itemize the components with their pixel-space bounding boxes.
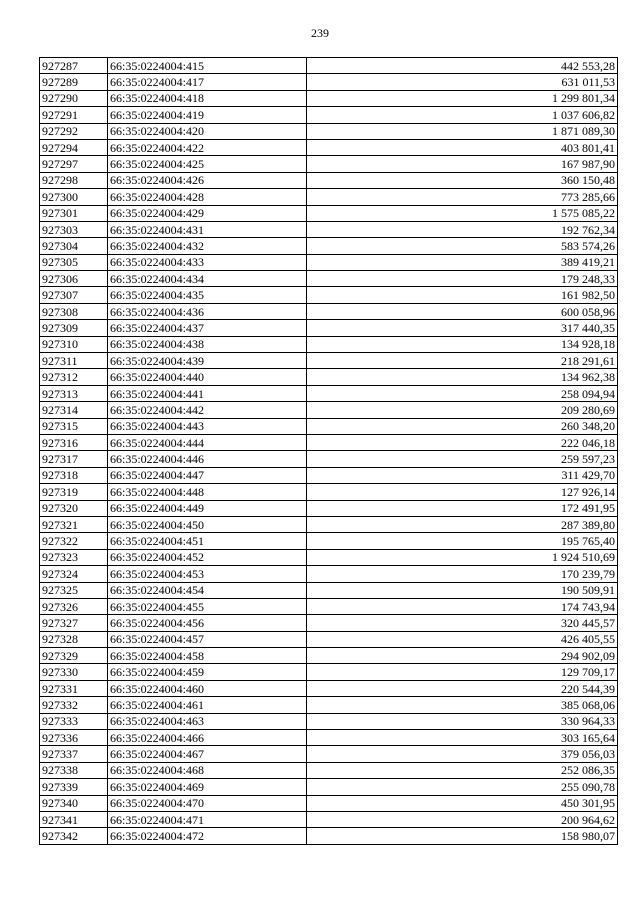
table-row bbox=[40, 680, 618, 696]
cadastral-number-cell: 66:35:0224004:460 bbox=[108, 680, 307, 696]
table-row bbox=[40, 303, 618, 319]
table-row bbox=[40, 434, 618, 450]
cadastral-number-cell: 66:35:0224004:428 bbox=[108, 189, 307, 205]
cadastral-number-cell: 66:35:0224004:432 bbox=[108, 238, 307, 254]
record-number-cell: 927289 bbox=[40, 74, 108, 90]
cadastral-number-cell: 66:35:0224004:429 bbox=[108, 205, 307, 221]
record-number-cell: 927292 bbox=[40, 123, 108, 139]
cadastral-number-cell: 66:35:0224004:454 bbox=[108, 582, 307, 598]
cadastral-number-cell: 66:35:0224004:471 bbox=[108, 811, 307, 827]
cadastral-number-cell: 66:35:0224004:461 bbox=[108, 697, 307, 713]
cadastral-number-cell: 66:35:0224004:459 bbox=[108, 664, 307, 680]
cadastral-value-table bbox=[39, 57, 618, 845]
record-number-cell: 927291 bbox=[40, 107, 108, 123]
record-number-cell: 927309 bbox=[40, 320, 108, 336]
cadastral-number-cell: 66:35:0224004:420 bbox=[108, 123, 307, 139]
cadastral-number-cell: 66:35:0224004:425 bbox=[108, 156, 307, 172]
cadastral-value-cell: 127 926,14 bbox=[307, 484, 618, 500]
table-row bbox=[40, 205, 618, 221]
cadastral-number-cell: 66:35:0224004:451 bbox=[108, 533, 307, 549]
cadastral-value-cell: 426 405,55 bbox=[307, 631, 618, 647]
cadastral-value-cell: 600 058,96 bbox=[307, 303, 618, 319]
cadastral-value-cell: 1 575 085,22 bbox=[307, 205, 618, 221]
cadastral-value-cell: 222 046,18 bbox=[307, 434, 618, 450]
cadastral-number-cell: 66:35:0224004:426 bbox=[108, 172, 307, 188]
cadastral-number-cell: 66:35:0224004:415 bbox=[108, 58, 307, 74]
cadastral-value-cell: 1 924 510,69 bbox=[307, 549, 618, 565]
table-row bbox=[40, 484, 618, 500]
table-row bbox=[40, 648, 618, 664]
table-row bbox=[40, 467, 618, 483]
record-number-cell: 927331 bbox=[40, 680, 108, 696]
record-number-cell: 927308 bbox=[40, 303, 108, 319]
record-number-cell: 927338 bbox=[40, 762, 108, 778]
table-row bbox=[40, 156, 618, 172]
cadastral-value-cell: 583 574,26 bbox=[307, 238, 618, 254]
record-number-cell: 927304 bbox=[40, 238, 108, 254]
cadastral-value-cell: 1 037 606,82 bbox=[307, 107, 618, 123]
record-number-cell: 927318 bbox=[40, 467, 108, 483]
table-row bbox=[40, 107, 618, 123]
table-row bbox=[40, 254, 618, 270]
cadastral-number-cell: 66:35:0224004:417 bbox=[108, 74, 307, 90]
record-number-cell: 927287 bbox=[40, 58, 108, 74]
cadastral-value-cell: 303 165,64 bbox=[307, 730, 618, 746]
record-number-cell: 927297 bbox=[40, 156, 108, 172]
cadastral-number-cell: 66:35:0224004:422 bbox=[108, 139, 307, 155]
cadastral-number-cell: 66:35:0224004:435 bbox=[108, 287, 307, 303]
table-row bbox=[40, 90, 618, 106]
cadastral-number-cell: 66:35:0224004:466 bbox=[108, 730, 307, 746]
record-number-cell: 927307 bbox=[40, 287, 108, 303]
table-row bbox=[40, 549, 618, 565]
cadastral-number-cell: 66:35:0224004:469 bbox=[108, 779, 307, 795]
record-number-cell: 927314 bbox=[40, 402, 108, 418]
cadastral-number-cell: 66:35:0224004:437 bbox=[108, 320, 307, 336]
cadastral-value-cell: 631 011,53 bbox=[307, 74, 618, 90]
cadastral-number-cell: 66:35:0224004:456 bbox=[108, 615, 307, 631]
cadastral-number-cell: 66:35:0224004:463 bbox=[108, 713, 307, 729]
record-number-cell: 927301 bbox=[40, 205, 108, 221]
cadastral-number-cell: 66:35:0224004:440 bbox=[108, 369, 307, 385]
record-number-cell: 927326 bbox=[40, 598, 108, 614]
table-row bbox=[40, 418, 618, 434]
table-row bbox=[40, 172, 618, 188]
cadastral-value-cell: 200 964,62 bbox=[307, 811, 618, 827]
cadastral-value-cell: 287 389,80 bbox=[307, 516, 618, 532]
cadastral-number-cell: 66:35:0224004:438 bbox=[108, 336, 307, 352]
table-row bbox=[40, 746, 618, 762]
record-number-cell: 927310 bbox=[40, 336, 108, 352]
table-row bbox=[40, 139, 618, 155]
record-number-cell: 927315 bbox=[40, 418, 108, 434]
cadastral-value-cell: 442 553,28 bbox=[307, 58, 618, 74]
cadastral-number-cell: 66:35:0224004:433 bbox=[108, 254, 307, 270]
cadastral-number-cell: 66:35:0224004:431 bbox=[108, 221, 307, 237]
cadastral-value-cell: 161 982,50 bbox=[307, 287, 618, 303]
record-number-cell: 927333 bbox=[40, 713, 108, 729]
cadastral-value-cell: 192 762,34 bbox=[307, 221, 618, 237]
table-row bbox=[40, 795, 618, 811]
record-number-cell: 927312 bbox=[40, 369, 108, 385]
cadastral-value-cell: 294 902,09 bbox=[307, 648, 618, 664]
cadastral-number-cell: 66:35:0224004:444 bbox=[108, 434, 307, 450]
record-number-cell: 927290 bbox=[40, 90, 108, 106]
table-row bbox=[40, 221, 618, 237]
table-row bbox=[40, 451, 618, 467]
table-row bbox=[40, 582, 618, 598]
cadastral-number-cell: 66:35:0224004:448 bbox=[108, 484, 307, 500]
cadastral-value-cell: 260 348,20 bbox=[307, 418, 618, 434]
table-row bbox=[40, 631, 618, 647]
record-number-cell: 927319 bbox=[40, 484, 108, 500]
record-number-cell: 927325 bbox=[40, 582, 108, 598]
record-number-cell: 927298 bbox=[40, 172, 108, 188]
cadastral-number-cell: 66:35:0224004:467 bbox=[108, 746, 307, 762]
cadastral-number-cell: 66:35:0224004:452 bbox=[108, 549, 307, 565]
cadastral-value-cell: 220 544,39 bbox=[307, 680, 618, 696]
cadastral-number-cell: 66:35:0224004:436 bbox=[108, 303, 307, 319]
record-number-cell: 927329 bbox=[40, 648, 108, 664]
cadastral-value-cell: 389 419,21 bbox=[307, 254, 618, 270]
cadastral-number-cell: 66:35:0224004:450 bbox=[108, 516, 307, 532]
table-row bbox=[40, 189, 618, 205]
cadastral-number-cell: 66:35:0224004:458 bbox=[108, 648, 307, 664]
cadastral-value-cell: 330 964,33 bbox=[307, 713, 618, 729]
cadastral-value-cell: 360 150,48 bbox=[307, 172, 618, 188]
record-number-cell: 927328 bbox=[40, 631, 108, 647]
cadastral-value-cell: 1 299 801,34 bbox=[307, 90, 618, 106]
table-row bbox=[40, 369, 618, 385]
table-row bbox=[40, 811, 618, 827]
record-number-cell: 927303 bbox=[40, 221, 108, 237]
record-number-cell: 927337 bbox=[40, 746, 108, 762]
table-row bbox=[40, 336, 618, 352]
cadastral-number-cell: 66:35:0224004:468 bbox=[108, 762, 307, 778]
cadastral-value-cell: 158 980,07 bbox=[307, 828, 618, 844]
record-number-cell: 927313 bbox=[40, 385, 108, 401]
table-row bbox=[40, 566, 618, 582]
record-number-cell: 927321 bbox=[40, 516, 108, 532]
cadastral-number-cell: 66:35:0224004:447 bbox=[108, 467, 307, 483]
table-row bbox=[40, 271, 618, 287]
cadastral-value-cell: 450 301,95 bbox=[307, 795, 618, 811]
cadastral-value-cell: 129 709,17 bbox=[307, 664, 618, 680]
table-row bbox=[40, 730, 618, 746]
record-number-cell: 927324 bbox=[40, 566, 108, 582]
cadastral-value-cell: 195 765,40 bbox=[307, 533, 618, 549]
record-number-cell: 927311 bbox=[40, 353, 108, 369]
cadastral-value-cell: 1 871 089,30 bbox=[307, 123, 618, 139]
cadastral-value-cell: 255 090,78 bbox=[307, 779, 618, 795]
cadastral-number-cell: 66:35:0224004:439 bbox=[108, 353, 307, 369]
cadastral-number-cell: 66:35:0224004:446 bbox=[108, 451, 307, 467]
cadastral-number-cell: 66:35:0224004:419 bbox=[108, 107, 307, 123]
table-row bbox=[40, 762, 618, 778]
cadastral-value-cell: 403 801,41 bbox=[307, 139, 618, 155]
table-row bbox=[40, 697, 618, 713]
table-row bbox=[40, 533, 618, 549]
page-number: 239 bbox=[311, 26, 329, 40]
table-body bbox=[40, 58, 618, 845]
cadastral-value-cell: 134 928,18 bbox=[307, 336, 618, 352]
cadastral-value-cell: 134 962,38 bbox=[307, 369, 618, 385]
cadastral-number-cell: 66:35:0224004:443 bbox=[108, 418, 307, 434]
table-row bbox=[40, 500, 618, 516]
record-number-cell: 927327 bbox=[40, 615, 108, 631]
table-row bbox=[40, 779, 618, 795]
cadastral-value-cell: 174 743,94 bbox=[307, 598, 618, 614]
cadastral-value-cell: 385 068,06 bbox=[307, 697, 618, 713]
table-row bbox=[40, 402, 618, 418]
table-row bbox=[40, 615, 618, 631]
cadastral-number-cell: 66:35:0224004:455 bbox=[108, 598, 307, 614]
record-number-cell: 927323 bbox=[40, 549, 108, 565]
record-number-cell: 927316 bbox=[40, 434, 108, 450]
table-row bbox=[40, 287, 618, 303]
cadastral-value-cell: 170 239,79 bbox=[307, 566, 618, 582]
cadastral-number-cell: 66:35:0224004:457 bbox=[108, 631, 307, 647]
cadastral-value-cell: 179 248,33 bbox=[307, 271, 618, 287]
table-row bbox=[40, 385, 618, 401]
table-row bbox=[40, 664, 618, 680]
record-number-cell: 927342 bbox=[40, 828, 108, 844]
cadastral-number-cell: 66:35:0224004:472 bbox=[108, 828, 307, 844]
table-row bbox=[40, 123, 618, 139]
record-number-cell: 927332 bbox=[40, 697, 108, 713]
record-number-cell: 927294 bbox=[40, 139, 108, 155]
table-row bbox=[40, 353, 618, 369]
table-row bbox=[40, 598, 618, 614]
table-row bbox=[40, 58, 618, 74]
record-number-cell: 927339 bbox=[40, 779, 108, 795]
record-number-cell: 927322 bbox=[40, 533, 108, 549]
record-number-cell: 927300 bbox=[40, 189, 108, 205]
cadastral-value-cell: 259 597,23 bbox=[307, 451, 618, 467]
cadastral-number-cell: 66:35:0224004:470 bbox=[108, 795, 307, 811]
record-number-cell: 927306 bbox=[40, 271, 108, 287]
cadastral-value-cell: 258 094,94 bbox=[307, 385, 618, 401]
record-number-cell: 927340 bbox=[40, 795, 108, 811]
cadastral-number-cell: 66:35:0224004:418 bbox=[108, 90, 307, 106]
cadastral-value-cell: 379 056,03 bbox=[307, 746, 618, 762]
record-number-cell: 927305 bbox=[40, 254, 108, 270]
cadastral-value-cell: 190 509,91 bbox=[307, 582, 618, 598]
cadastral-value-cell: 209 280,69 bbox=[307, 402, 618, 418]
cadastral-value-cell: 172 491,95 bbox=[307, 500, 618, 516]
table-row bbox=[40, 74, 618, 90]
cadastral-value-cell: 167 987,90 bbox=[307, 156, 618, 172]
cadastral-number-cell: 66:35:0224004:449 bbox=[108, 500, 307, 516]
record-number-cell: 927336 bbox=[40, 730, 108, 746]
cadastral-number-cell: 66:35:0224004:442 bbox=[108, 402, 307, 418]
table-row bbox=[40, 713, 618, 729]
cadastral-number-cell: 66:35:0224004:441 bbox=[108, 385, 307, 401]
cadastral-value-cell: 773 285,66 bbox=[307, 189, 618, 205]
record-number-cell: 927330 bbox=[40, 664, 108, 680]
record-number-cell: 927341 bbox=[40, 811, 108, 827]
cadastral-value-cell: 311 429,70 bbox=[307, 467, 618, 483]
cadastral-number-cell: 66:35:0224004:434 bbox=[108, 271, 307, 287]
record-number-cell: 927317 bbox=[40, 451, 108, 467]
table-row bbox=[40, 238, 618, 254]
cadastral-value-cell: 218 291,61 bbox=[307, 353, 618, 369]
cadastral-number-cell: 66:35:0224004:453 bbox=[108, 566, 307, 582]
cadastral-value-cell: 252 086,35 bbox=[307, 762, 618, 778]
table-row bbox=[40, 828, 618, 844]
record-number-cell: 927320 bbox=[40, 500, 108, 516]
table-row bbox=[40, 320, 618, 336]
cadastral-value-cell: 317 440,35 bbox=[307, 320, 618, 336]
cadastral-value-cell: 320 445,57 bbox=[307, 615, 618, 631]
table-row bbox=[40, 516, 618, 532]
